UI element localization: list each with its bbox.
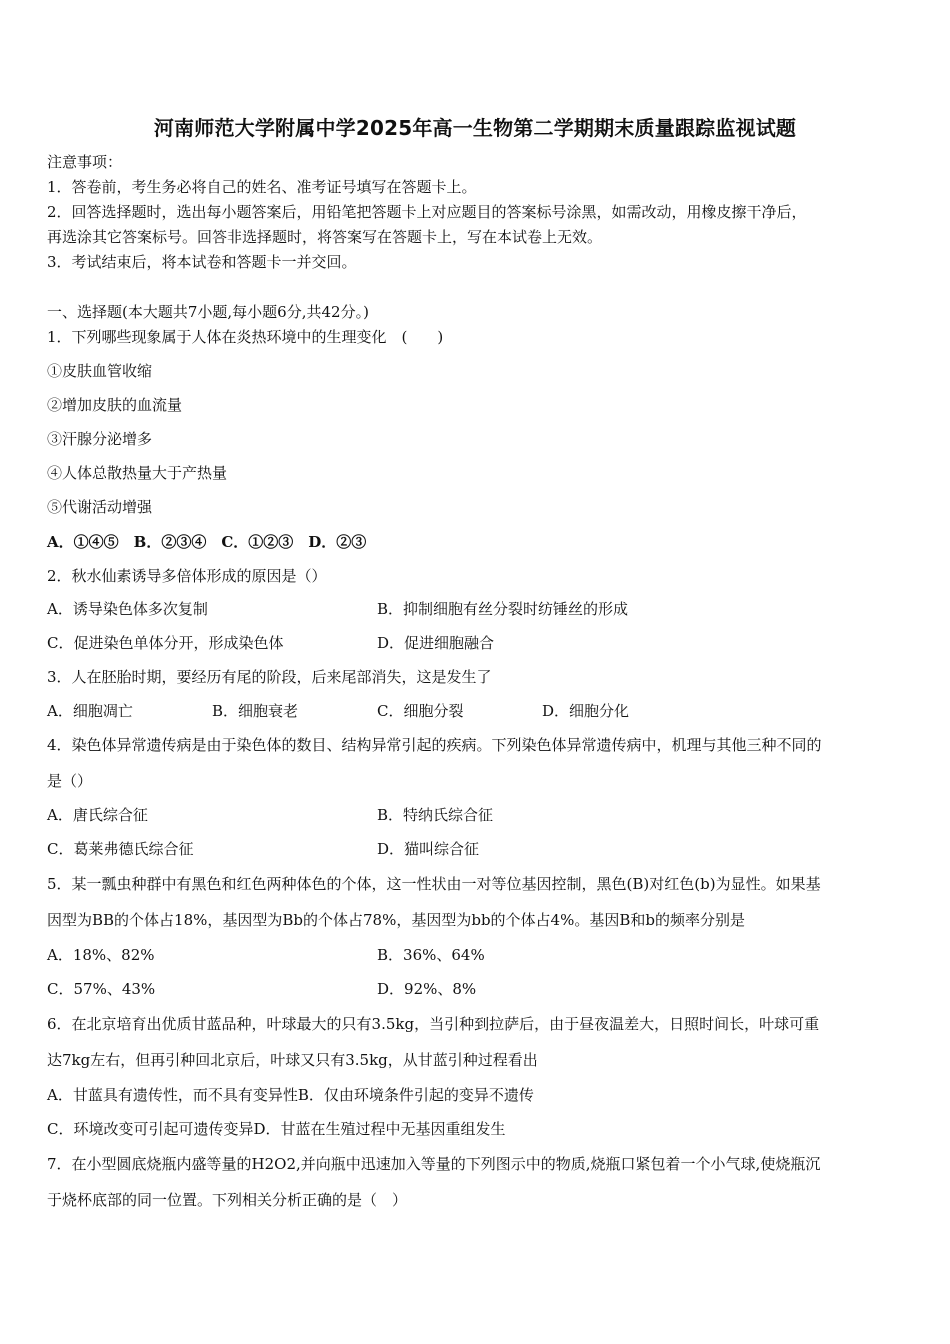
q1-item-3: ③汗腺分泌增多 <box>47 430 153 448</box>
q5-option-d: D．92%、8% <box>377 980 477 998</box>
q4-option-a: A．唐氏综合征 <box>47 806 148 824</box>
q2-stem: 2．秋水仙素诱导多倍体形成的原因是（） <box>47 567 327 585</box>
q1-item-4: ④人体总散热量大于产热量 <box>47 464 228 482</box>
q1-item-1: ①皮肤血管收缩 <box>47 362 153 380</box>
q3-option-b: B．细胞衰老 <box>212 702 299 720</box>
notice-item-2: 2．回答选择题时，选出每小题答案后，用铅笔把答题卡上对应题目的答案标号涂黑，如需改动，用橡皮擦干净后， <box>47 203 807 221</box>
q1-item-2: ②增加皮肤的血流量 <box>47 396 183 414</box>
notice-item-1: 1．答卷前，考生务必将自己的姓名、准考证号填写在答题卡上。 <box>47 178 477 196</box>
q3-stem: 3．人在胚胎时期，要经历有尾的阶段，后来尾部消失，这是发生了 <box>47 668 492 686</box>
q3-option-a: A．细胞凋亡 <box>47 702 133 720</box>
q5-option-b: B．36%、64% <box>377 946 485 964</box>
q4-option-b: B．特纳氏综合征 <box>377 806 494 824</box>
q6-options-cd: C．环境改变可引起可遗传变异D．甘蓝在生殖过程中无基因重组发生 <box>47 1120 506 1138</box>
page-title: 河南师范大学附属中学2025年高一生物第二学期期末质量跟踪监视试题 <box>153 116 797 140</box>
q5-stem: 5．某一瓢虫种群中有黑色和红色两种体色的个体，这一性状由一对等位基因控制，黑色(B)对红色(b)为显性。如果基 <box>47 875 821 893</box>
q7-stem: 7．在小型圆底烧瓶内盛等量的H2O2,并向瓶中迅速加入等量的下列图示中的物质,烧瓶口紧包着一个小气球,使烧瓶沉 <box>47 1155 821 1173</box>
q5-option-a: A．18%、82% <box>47 946 155 964</box>
q2-option-b: B．抑制细胞有丝分裂时纺锤丝的形成 <box>377 600 629 618</box>
q1-stem: 1．下列哪些现象属于人体在炎热环境中的生理变化 ( ) <box>47 328 444 346</box>
q4-stem: 4．染色体异常遗传病是由于染色体的数目、结构异常引起的疾病。下列染色体异常遗传病中，机理与其他三种不同的 <box>47 736 822 754</box>
q3-option-d: D．细胞分化 <box>542 702 630 720</box>
q2-option-c: C．促进染色单体分开，形成染色体 <box>47 634 284 652</box>
q4-stem-cont: 是（） <box>47 772 93 790</box>
q2-option-d: D．促进细胞融合 <box>377 634 495 652</box>
section-heading: 一、选择题(本大题共7小题,每小题6分,共42分。) <box>47 303 369 321</box>
q7-stem-cont: 于烧杯底部的同一位置。下列相关分析正确的是（ ） <box>47 1191 408 1209</box>
q4-option-c: C．葛莱弗德氏综合征 <box>47 840 194 858</box>
notice-heading: 注意事项： <box>47 153 123 171</box>
q5-stem-cont: 因型为BB的个体占18%，基因型为Bb的个体占78%，基因型为bb的个体占4%。基因B和b的频率分别是 <box>47 911 745 929</box>
q1-options: A．①④⑤ B．②③④ C．①②③ D．②③ <box>47 533 367 551</box>
q2-option-a: A．诱导染色体多次复制 <box>47 600 208 618</box>
q3-option-c: C．细胞分裂 <box>377 702 464 720</box>
q6-options-ab: A．甘蓝具有遗传性，而不具有变异性B．仅由环境条件引起的变异不遗传 <box>47 1086 534 1104</box>
notice-item-3: 3．考试结束后，将本试卷和答题卡一并交回。 <box>47 253 357 271</box>
q4-option-d: D．猫叫综合征 <box>377 840 480 858</box>
q5-option-c: C．57%、43% <box>47 980 156 998</box>
q6-stem: 6．在北京培育出优质甘蓝品种，叶球最大的只有3.5kg，当引种到拉萨后，由于昼夜温差大，日照时间长，叶球可重 <box>47 1015 820 1033</box>
q6-stem-cont: 达7kg左右，但再引种回北京后，叶球又只有3.5kg，从甘蓝引种过程看出 <box>47 1051 538 1069</box>
q1-item-5: ⑤代谢活动增强 <box>47 498 153 516</box>
notice-item-2-cont: 再选涂其它答案标号。回答非选择题时，将答案写在答题卡上，写在本试卷上无效。 <box>47 228 603 246</box>
